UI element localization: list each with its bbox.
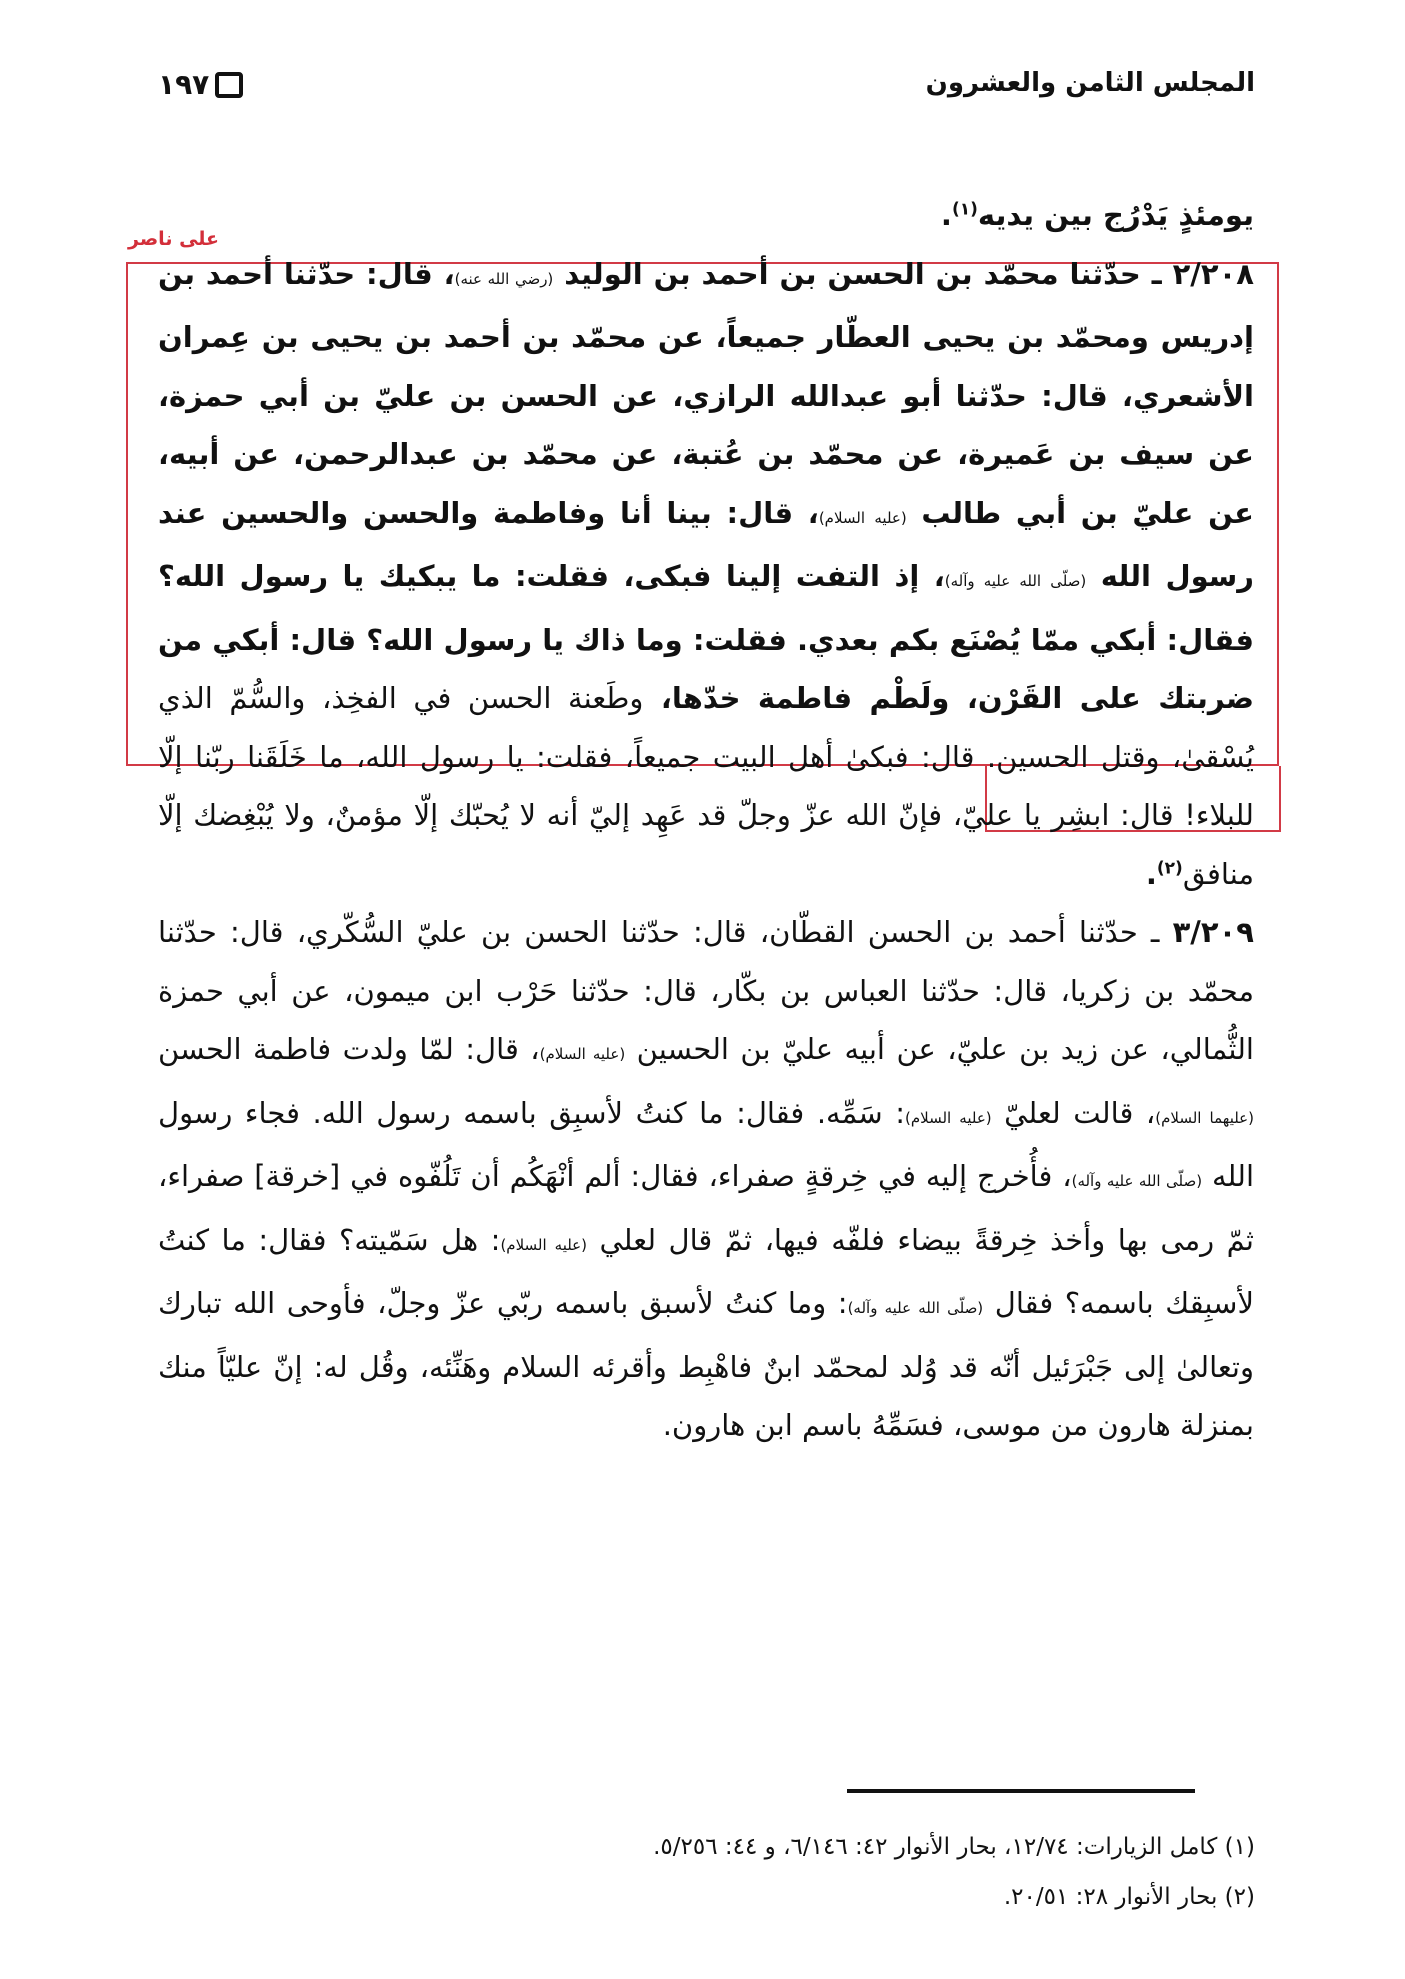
honorific: (عليه السلام)	[818, 508, 907, 527]
footnote-1: (١) كامل الزيارات: ١٢/٧٤، بحار الأنوار ٤٢: ٦/١٤٦، و ٤٤: ٥/٢٥٦.	[653, 1834, 1255, 1860]
hadith-number: ٢/٢٠٨	[1172, 256, 1254, 291]
honorific: (صلّى الله عليه وآله)	[847, 1299, 984, 1317]
footnotes	[355, 1822, 1255, 1922]
intro-paragraph: يومئذٍ يَدْرُج بين يديه$^{(١)}$.	[940, 198, 1254, 232]
page-number-text: ١٩٧	[158, 68, 210, 101]
honorific: (عليه السلام)	[500, 1235, 587, 1254]
footnote-divider	[847, 1789, 1195, 1793]
footnote-ref-2[interactable]: (٢)	[1156, 857, 1183, 878]
honorific: (عليه السلام)	[539, 1045, 626, 1063]
chapter-title: المجلس الثامن والعشرون	[925, 68, 1255, 98]
highlighted-phrase: ولَطْم فاطمة خدّها،	[643, 681, 950, 715]
honorific: (عليه السلام)	[904, 1108, 992, 1127]
hadith-208: ٢/٢٠٨ ـ حدّثنا محمّد بن الحسن بن أحمد بن الوليد (رضي الله عنه)، قال: حدّثنا أحمد بن إدريس ومحمّد بن يحيى العطّار جميعاً، عن محمّد بن أحمد بن يحيى بن عِمران الأشعري، قال: حدّثنا أبو عبدالله الرازي، عن الحسن بن عليّ بن أبي حمزة، عن سيف بن عَميرة، عن محمّد بن عُتبة، عن محمّد بن عبدالرحمن، عن أبيه، عن عليّ بن أبي طالب (عليه السلام)، قال: بينا أنا وفاطمة والحسن والحسين عند رسول الله (صلّى الله عليه وآله)، إذ التفت إلينا فبكى، فقلت: ما يبكيك يا رسول الله؟ فقال: أبكي ممّا يُصْنَع بكم بعدي. فقلت: وما ذاك يا رسول الله؟ قال: أبكي من ضربتك على القَرْن، ولَطْم فاطمة خدّها، وطَعنة الحسن في الفخِذ، والسُّمّ الذي يُسْقىٰ، وقتل الحسين. قال: فبكىٰ أهل البيت جميعاً، فقلت: يا رسول الله، ما خَلَقَنا ربّنا إلّا للبلاء! قال: ابشِر يا عليّ، فإنّ الله عزّ وجلّ قد عَهِد إليّ أنه لا يُحبّك إلّا مؤمنٌ، ولا يُبْغِضك إلّا منافق$^{(٢)}$.	[158, 256, 1254, 891]
footnote-2: (٢) بحار الأنوار ٢٨: ٢٠/٥١.	[1003, 1884, 1255, 1910]
honorific: (صلّى الله عليه وآله)	[1071, 1172, 1203, 1190]
honorific: (صلّى الله عليه وآله)	[944, 572, 1087, 590]
page-number	[158, 68, 243, 101]
footnote-ref-1[interactable]: (١)	[951, 199, 978, 220]
honorific: (عليهما السلام)	[1155, 1108, 1254, 1127]
page-marker-square-icon	[215, 72, 243, 98]
annotation-label: على ناصر	[128, 228, 220, 250]
page-header	[158, 68, 1255, 108]
main-text	[158, 186, 1254, 1455]
hadith-209: ٣/٢٠٩ ـ حدّثنا أحمد بن الحسن القطّان، قال: حدّثنا الحسن بن عليّ السُّكّري، قال: حدّثنا محمّد بن زكريا، قال: حدّثنا العباس بن بكّار، قال: حدّثنا حَرْب ابن ميمون، عن أبي حمزة الثُّمالي، عن زيد بن عليّ، عن أبيه عليّ بن الحسين (عليه السلام)، قال: لمّا ولدت فاطمة الحسن (عليهما السلام)، قالت لعليّ (عليه السلام): سَمِّه. فقال: ما كنتُ لأسبِق باسمه رسول الله. فجاء رسول الله (صلّى الله عليه وآله)، فأُخرج إليه في خِرقةٍ صفراء، فقال: ألم أنْهَكُم أن تَلُفّوه في [خرقة] صفراء، ثمّ رمى بها وأخذ خِرقةً بيضاء فلفّه فيها، ثمّ قال لعلي (عليه السلام): هل سَمّيته؟ فقال: ما كنتُ لأسبِقك باسمه؟ فقال (صلّى الله عليه وآله): وما كنتُ لأسبق باسمه ربّي عزّ وجلّ، فأوحى الله تبارك وتعالىٰ إلى جَبْرَئيل أنّه قد وُلد لمحمّد ابنٌ فاهْبِط وأقرئه السلام وهَنِّئه، وقُل له: إنّ عليّاً منك بمنزلة هارون من موسى، فسَمِّهُ باسم ابن هارون.	[158, 915, 1255, 1442]
hadith-number: ٣/٢٠٩	[1172, 915, 1254, 949]
honorific: (رضي الله عنه)	[454, 269, 554, 288]
